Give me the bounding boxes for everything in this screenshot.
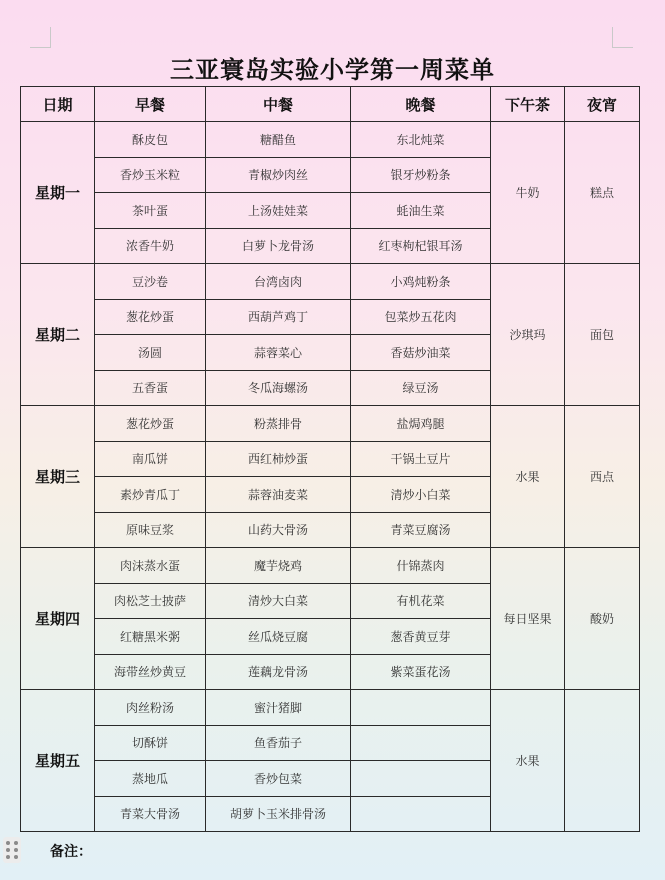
- table-header-row: [21, 87, 640, 122]
- header-lunch: 中餐: [206, 87, 351, 122]
- lunch-item: 山药大骨汤: [206, 512, 351, 548]
- dinner-item: 清炒小白菜: [351, 477, 491, 513]
- dinner-item: [351, 761, 491, 797]
- lunch-item: 莲藕龙骨汤: [206, 654, 351, 690]
- dinner-item: 包菜炒五花肉: [351, 299, 491, 335]
- breakfast-item: 豆沙卷: [95, 264, 206, 300]
- afternoon-tea-cell: 水果: [491, 406, 565, 548]
- breakfast-item: 茶叶蛋: [95, 193, 206, 229]
- dinner-item: 东北炖菜: [351, 122, 491, 158]
- lunch-item: 清炒大白菜: [206, 583, 351, 619]
- breakfast-item: 葱花炒蛋: [95, 299, 206, 335]
- breakfast-item: 香炒玉米粒: [95, 157, 206, 193]
- breakfast-item: 红糖黑米粥: [95, 619, 206, 655]
- breakfast-item: 汤圆: [95, 335, 206, 371]
- lunch-item: 香炒包菜: [206, 761, 351, 797]
- header-date: 日期: [21, 87, 95, 122]
- day-cell: 星期三: [21, 406, 95, 548]
- table-row: [21, 406, 640, 442]
- lunch-item: 蒜蓉油麦菜: [206, 477, 351, 513]
- breakfast-item: 蒸地瓜: [95, 761, 206, 797]
- breakfast-item: 葱花炒蛋: [95, 406, 206, 442]
- night-snack-cell: 西点: [565, 406, 640, 548]
- lunch-item: 台湾卤肉: [206, 264, 351, 300]
- header-dinner: 晚餐: [351, 87, 491, 122]
- lunch-item: 鱼香茄子: [206, 725, 351, 761]
- header-night-snack: 夜宵: [565, 87, 640, 122]
- night-snack-cell: 酸奶: [565, 548, 640, 690]
- breakfast-item: 海带丝炒黄豆: [95, 654, 206, 690]
- page-corner-mark-top-right: [612, 27, 633, 48]
- drag-handle-icon[interactable]: [3, 837, 21, 863]
- breakfast-item: 肉丝粉汤: [95, 690, 206, 726]
- breakfast-item: 五香蛋: [95, 370, 206, 406]
- lunch-item: 白萝卜龙骨汤: [206, 228, 351, 264]
- dinner-item: 葱香黄豆芽: [351, 619, 491, 655]
- afternoon-tea-cell: 每日坚果: [491, 548, 565, 690]
- breakfast-item: 原味豆浆: [95, 512, 206, 548]
- header-breakfast: 早餐: [95, 87, 206, 122]
- menu-title: 三亚寰岛实验小学第一周菜单: [170, 56, 495, 84]
- lunch-item: 蜜汁猪脚: [206, 690, 351, 726]
- lunch-item: 蒜蓉菜心: [206, 335, 351, 371]
- lunch-item: 丝瓜烧豆腐: [206, 619, 351, 655]
- table-row: [21, 264, 640, 300]
- dinner-item: 红枣枸杞银耳汤: [351, 228, 491, 264]
- menu-body: [21, 122, 640, 832]
- dinner-item: 盐焗鸡腿: [351, 406, 491, 442]
- night-snack-cell: 面包: [565, 264, 640, 406]
- lunch-item: 上汤娃娃菜: [206, 193, 351, 229]
- lunch-item: 西红柿炒蛋: [206, 441, 351, 477]
- weekly-menu-table: [20, 86, 640, 832]
- breakfast-item: 肉松芝士披萨: [95, 583, 206, 619]
- dinner-item: 紫菜蛋花汤: [351, 654, 491, 690]
- night-snack-cell: [565, 690, 640, 832]
- dinner-item: 小鸡炖粉条: [351, 264, 491, 300]
- breakfast-item: 青菜大骨汤: [95, 796, 206, 832]
- dinner-item: 银牙炒粉条: [351, 157, 491, 193]
- breakfast-item: 酥皮包: [95, 122, 206, 158]
- dinner-item: [351, 796, 491, 832]
- breakfast-item: 南瓜饼: [95, 441, 206, 477]
- breakfast-item: 切酥饼: [95, 725, 206, 761]
- table-row: [21, 690, 640, 726]
- dinner-item: 蚝油生菜: [351, 193, 491, 229]
- dinner-item: 绿豆汤: [351, 370, 491, 406]
- dinner-item: 青菜豆腐汤: [351, 512, 491, 548]
- afternoon-tea-cell: 水果: [491, 690, 565, 832]
- lunch-item: 糖醋鱼: [206, 122, 351, 158]
- dinner-item: 干锅土豆片: [351, 441, 491, 477]
- dinner-item: 什锦蒸肉: [351, 548, 491, 584]
- lunch-item: 青椒炒肉丝: [206, 157, 351, 193]
- day-cell: 星期五: [21, 690, 95, 832]
- header-afternoon-tea: 下午茶: [491, 87, 565, 122]
- breakfast-item: 肉沫蒸水蛋: [95, 548, 206, 584]
- breakfast-item: 浓香牛奶: [95, 228, 206, 264]
- page-corner-mark-top-left: [30, 27, 51, 48]
- dinner-item: 有机花菜: [351, 583, 491, 619]
- dinner-item: [351, 690, 491, 726]
- lunch-item: 胡萝卜玉米排骨汤: [206, 796, 351, 832]
- breakfast-item: 素炒青瓜丁: [95, 477, 206, 513]
- day-cell: 星期一: [21, 122, 95, 264]
- afternoon-tea-cell: 牛奶: [491, 122, 565, 264]
- dinner-item: [351, 725, 491, 761]
- lunch-item: 粉蒸排骨: [206, 406, 351, 442]
- night-snack-cell: 糕点: [565, 122, 640, 264]
- note-label: 备注：: [50, 844, 92, 860]
- table-row: [21, 548, 640, 584]
- afternoon-tea-cell: 沙琪玛: [491, 264, 565, 406]
- lunch-item: 冬瓜海螺汤: [206, 370, 351, 406]
- lunch-item: 魔芋烧鸡: [206, 548, 351, 584]
- lunch-item: 西葫芦鸡丁: [206, 299, 351, 335]
- dinner-item: 香菇炒油菜: [351, 335, 491, 371]
- day-cell: 星期二: [21, 264, 95, 406]
- day-cell: 星期四: [21, 548, 95, 690]
- table-row: [21, 122, 640, 158]
